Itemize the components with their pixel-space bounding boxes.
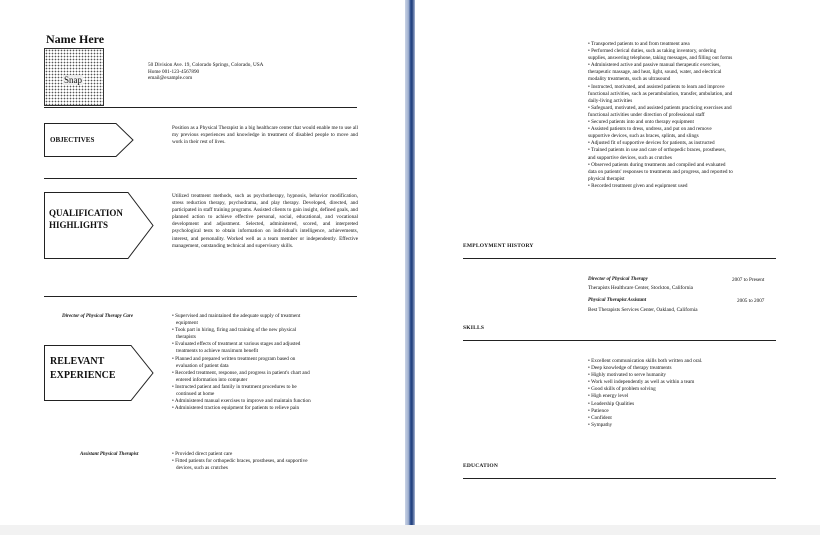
list-item: • Patience <box>588 407 609 414</box>
qualification-label-line2: HIGHLIGHTS <box>49 220 109 230</box>
list-item: therapists <box>176 334 196 341</box>
list-item: • Safeguard, motivated, and assisted patients practicing exercises and <box>588 104 732 111</box>
experience-arrow <box>44 345 154 401</box>
list-item: • Sympathy <box>588 421 613 428</box>
education-heading: EDUCATION <box>463 463 499 469</box>
list-item: • Transported patients to and from treatment area <box>588 41 690 47</box>
qualification-arrow <box>44 192 154 259</box>
list-item: supportive devices, such as braces, splints, and slings <box>588 133 699 140</box>
list-item: equipment <box>176 320 198 327</box>
list-item: • Administered traction equipment for patients to relieve pain <box>172 405 300 412</box>
list-item: functional activities under direction of professional staff <box>588 111 705 118</box>
job-org-2: Best Therapists Services Center, Oakland, California <box>588 307 698 313</box>
qualification-text: Utilized treatment methods, such as psychotherapy, hypnosis, behavior modification, stress reduction therapy, psychodrama, and play therapy. Developed, directed, and participated in staff training programs. Assisted clients to gain insight, defined goals, and planned action to achieve effective personal, social, educational, and vocational development and adjustment. Selected, administered, scored, and interpreted psychological tests to obtain information on individual's intelligence, achievements, interest, and personality. Worked well as a team member or independently. Effective management, outstanding technical and supervisory skills. <box>172 193 358 249</box>
list-item: • Adjusted fit of supportive devices for patients, as instructed <box>588 140 715 147</box>
list-item: daily-living activities <box>588 97 633 104</box>
list-item: • Recorded treatment, response, and progress in patient's chart and <box>172 369 310 376</box>
contact-address: 50 Division Ave. 19, Colorado Springs, Colorado, USA <box>148 62 264 68</box>
list-item: continued at home <box>176 391 215 398</box>
list-item: • Instructed patient and family in treatment procedures to be <box>172 383 297 390</box>
objectives-text: Position as a Physical Therapist in a big healthcare center that would enable me to use all my previous experiences and knowledge in treatment of disabled people to move and work in their rest of lives. <box>172 125 358 146</box>
list-item: physical therapist <box>588 175 625 182</box>
skills-heading: SKILLS <box>463 325 485 331</box>
job-dates-2: 2005 to 2007 <box>737 298 765 304</box>
experience-label <box>50 355 116 383</box>
job-title-2: Physical Therapist Assistant <box>588 298 647 303</box>
list-item: evaluation of patient data <box>176 362 229 369</box>
list-item: • High energy level <box>588 393 629 400</box>
page-divider <box>405 0 415 525</box>
skills-list <box>588 358 788 429</box>
list-item: • Instructed, motivated, and assisted patients to learn and improve <box>588 83 725 90</box>
list-item: • Recorded treatment given and equipment used <box>588 182 688 189</box>
rule-3 <box>44 296 357 297</box>
experience-label-line1: RELEVANT <box>50 356 105 367</box>
contact-block <box>148 62 263 82</box>
qualification-label <box>49 207 123 231</box>
job-org-1: Therapists Healthcare Center, Stockton, California <box>588 285 693 291</box>
photo-label: Snap <box>64 75 82 85</box>
list-item: • Work well independently as well as within a team <box>588 379 695 386</box>
list-item: • Supervised and maintained the adequate supply of treatment <box>172 313 301 319</box>
job-title-1: Director of Physical Therapy <box>588 277 648 282</box>
list-item: • Deep knowledge of therapy treatments <box>588 365 672 372</box>
photo-placeholder <box>44 48 104 106</box>
list-item: • Trained patients in use and care of orthopedic braces, prostheses, <box>588 147 726 154</box>
rule-skills <box>463 340 776 341</box>
contact-email: email@example.com <box>148 75 193 81</box>
list-item: • Planned and prepared written treatment program based on <box>172 355 296 362</box>
list-item: data on patients' responses to treatments and progress, and reported to <box>588 168 733 175</box>
list-item: and supportive devices, such as crutches <box>588 154 672 161</box>
job1-title: Director of Physical Therapy Care <box>62 314 134 319</box>
objectives-label: OBJECTIVES <box>50 136 95 144</box>
list-item: modality treatments, such as ultrasound <box>588 76 671 83</box>
list-item: • Administered manual exercises to improve and maintain function <box>172 398 311 405</box>
bottom-shade <box>0 525 820 535</box>
list-item: • Good skills of problem solving <box>588 386 656 393</box>
list-item: • Confident <box>588 414 612 421</box>
rule-employment <box>463 258 776 259</box>
list-item: supplies, answering telephone, taking messages, and filling out forms <box>588 55 733 62</box>
job2-bullets <box>172 451 362 472</box>
list-item: entered information into computer <box>176 376 248 383</box>
list-item: • Assisted patients to dress, undress, and put on and remove <box>588 126 712 133</box>
rule-education <box>463 478 776 479</box>
job2-title: Assistant Physical Therapist <box>80 452 139 457</box>
right-top-bullets <box>588 41 788 190</box>
rule-2 <box>44 178 357 179</box>
employment-heading: EMPLOYMENT HISTORY <box>463 243 534 249</box>
list-item: • Secured patients into and onto therapy equipment <box>588 119 694 126</box>
qualification-label-line1: QUALIFICATION <box>49 208 123 218</box>
list-item: • Highly motivated to serve humanity <box>588 372 667 379</box>
job1-bullets <box>172 313 362 412</box>
list-item: treatments to achieve maximum benefit <box>176 348 259 355</box>
list-item: • Fitted patients for orthopedic braces, prostheses, and supportive <box>172 458 308 465</box>
objectives-arrow <box>44 123 134 157</box>
list-item: devices, such as crutches <box>176 465 228 472</box>
list-item: • Evaluated effects of treatment at various stages and adjusted <box>172 341 301 348</box>
contact-phone: Home 001-123-4567890 <box>148 68 200 75</box>
list-item: • Administered active and passive manual therapeutic exercises, <box>588 62 721 69</box>
list-item: • Performed clerical duties, such as taking inventory, ordering <box>588 48 717 55</box>
list-item: functional activities, such as perambulation, transfer, ambulation, and <box>588 90 733 97</box>
list-item: • Provided direct patient care <box>172 451 233 457</box>
list-item: therapeutic massage, and heat, light, sound, water, and electrical <box>588 69 722 76</box>
list-item: • Leadership Qualities <box>588 400 635 407</box>
list-item: • Took part in hiring, firing and training of the new physical <box>172 327 297 334</box>
experience-label-line2: EXPERIENCE <box>50 370 116 381</box>
job-dates-1: 2007 to Present <box>732 277 765 283</box>
list-item: • Observed patients during treatments and compiled and evaluated <box>588 161 726 168</box>
rule-1 <box>44 107 357 108</box>
resume-name: Name Here <box>46 32 105 46</box>
list-item: • Excellent communication skills both written and oral. <box>588 358 703 364</box>
